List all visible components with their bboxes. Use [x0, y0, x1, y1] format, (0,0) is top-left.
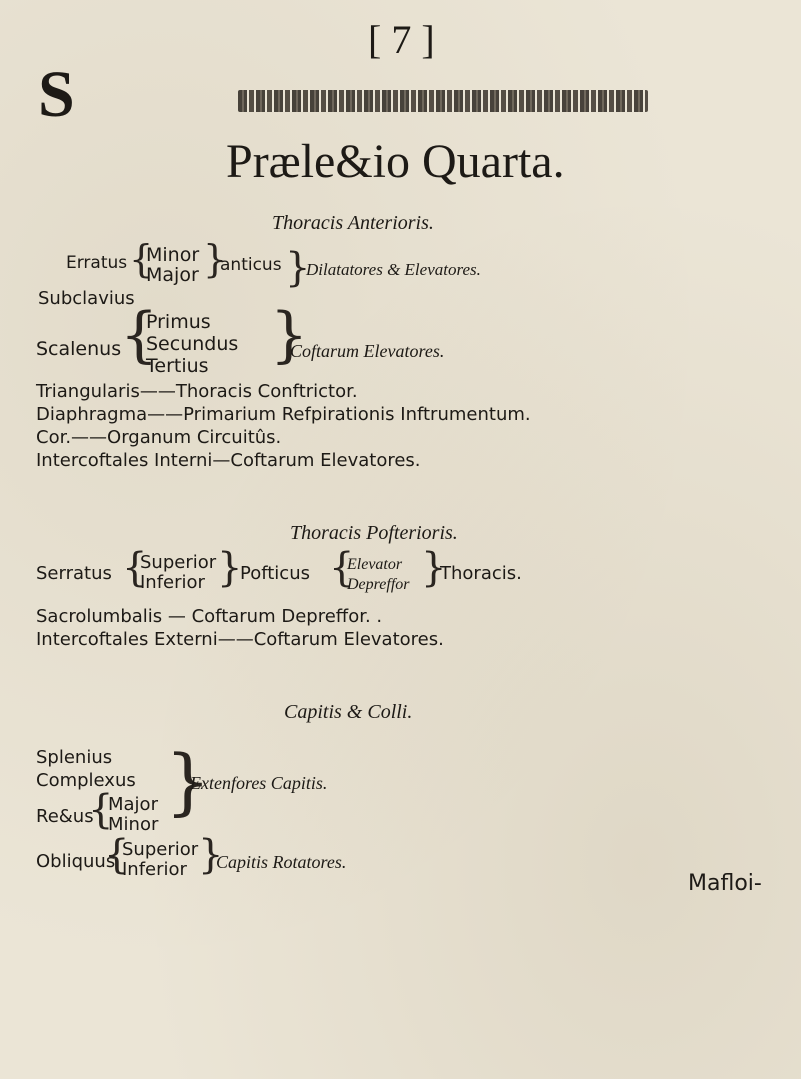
posterior-brace-2: } [217, 545, 243, 591]
posterior-brace-4: } [421, 545, 447, 591]
scalenus-label: Scalenus [36, 338, 122, 360]
scalenus-primus: Primus [146, 311, 211, 333]
posterior-brace-1: { [122, 545, 148, 591]
rectus-major-minor [108, 795, 158, 835]
scalenus-tertius: Tertius [146, 355, 209, 377]
serratus-label: Erratus [66, 253, 128, 273]
rectus-brace: { [88, 787, 114, 833]
posterior-superior: Superior [140, 552, 217, 573]
section-heading-thoracis-posterioris: Thoracis Pofterioris. [290, 522, 458, 544]
section-heading-thoracis-anterioris: Thoracis Anterioris. [272, 212, 434, 234]
brace-close: } [203, 237, 228, 281]
section-heading-capitis-colli: Capitis & Colli. [284, 701, 413, 723]
extensores-function: Extenfores Capitis. [190, 773, 328, 793]
scalenus-function: Coftarum Elevatores. [290, 341, 445, 361]
rectus-label: Re&us [36, 806, 94, 827]
intercostales-interni-line: Intercoftales Interni—Coftarum Elevatores. [36, 450, 421, 471]
serratus-function: Dilatatores & Elevatores. [306, 260, 481, 279]
scalenus-brace: { [120, 300, 159, 370]
splenius-label: Splenius [36, 747, 113, 768]
posterior-inferior: Inferior [140, 572, 205, 593]
serratus-minor: Minor [146, 244, 200, 266]
sacrolumbalis-line: Sacrolumbalis — Coftarum Depreffor. . [36, 606, 383, 627]
decorative-ornament-band [238, 90, 648, 112]
scalenus-brace-close: } [270, 300, 309, 370]
rectus-minor: Minor [108, 814, 159, 835]
intercostales-externi-line: Intercoftales Externi——Coftarum Elevatores. [36, 629, 444, 650]
page-number: [ 7 ] [368, 17, 435, 62]
serratus-anticus: anticus [220, 255, 282, 275]
serratus-posterior-label: Serratus [36, 563, 112, 584]
brace-close-right: } [285, 245, 311, 291]
posterior-brace-3: { [329, 545, 355, 591]
complexus-label: Complexus [36, 770, 136, 791]
obliquus-brace-close: } [198, 832, 224, 878]
scalenus-secundus: Secundus [146, 333, 239, 355]
posterior-superior-inferior [140, 553, 216, 593]
triangularis-line: Triangularis——Thoracis Conftrictor. [36, 381, 358, 402]
posterior-elevator: Elevator [347, 556, 403, 573]
posterior-depressor: Depreffor [347, 576, 410, 593]
obliquus-inferior: Inferior [122, 859, 187, 880]
serratus-minor-major-stack [146, 245, 199, 285]
obliquus-superior-inferior [122, 840, 198, 880]
catchword: Mafloi- [688, 871, 762, 896]
rectus-major: Major [108, 794, 158, 815]
cor-line: Cor.——Organum Circuitûs. [36, 427, 282, 448]
posterior-elevator-depressor [347, 555, 410, 595]
obliquus-superior: Superior [122, 839, 199, 860]
page-title: Præle&io Quarta. [226, 135, 565, 188]
drop-cap-s: S [38, 58, 75, 131]
extensores-brace: } [165, 739, 211, 823]
obliquus-brace: { [104, 832, 130, 878]
brace-open: { [129, 237, 154, 281]
subclavius-label: Subclavius [38, 288, 135, 309]
rotatores-function: Capitis Rotatores. [216, 852, 347, 872]
serratus-major: Major [146, 264, 199, 286]
obliquus-label: Obliquus [36, 851, 116, 872]
diaphragma-line: Diaphragma——Primarium Refpirationis Inftrumentum. [36, 404, 531, 425]
posterior-posticus: Pofticus [240, 563, 310, 584]
posterior-thoracis: Thoracis. [440, 563, 522, 584]
scalenus-stack [146, 311, 238, 377]
